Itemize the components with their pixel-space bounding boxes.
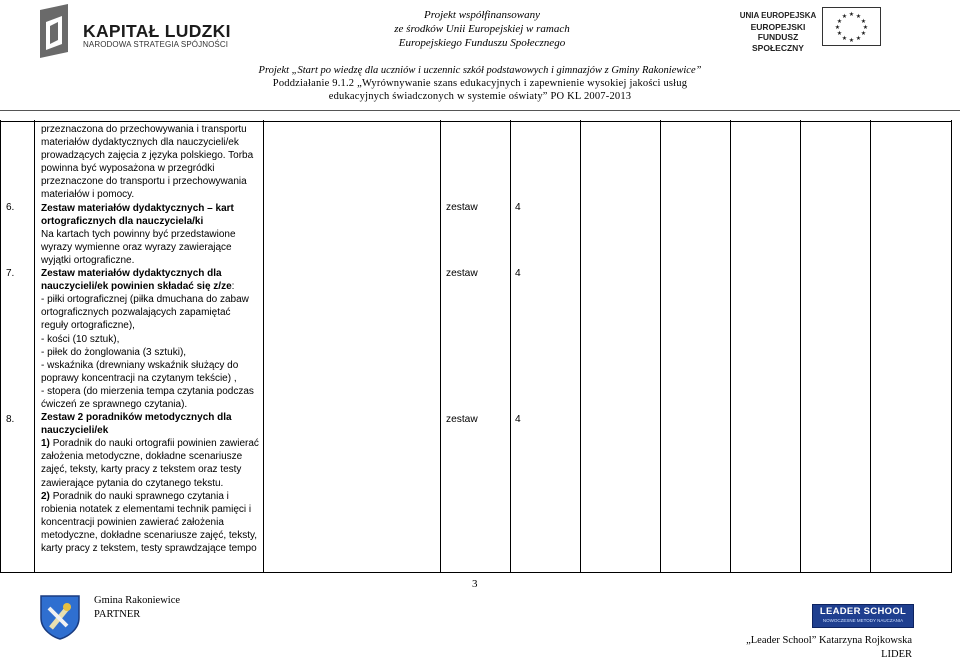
col-border [730, 120, 731, 573]
quantity-cell: 4 [515, 414, 521, 425]
leader-info [746, 634, 912, 662]
svg-text:★: ★ [860, 30, 867, 37]
col-border [951, 120, 952, 573]
col-border [263, 120, 264, 573]
col-border [34, 120, 35, 573]
page-number: 3 [472, 578, 478, 590]
unit-cell: zestaw [446, 414, 478, 425]
list-item: - piłki ortograficznej (piłka dmuchana do zabaw ortograficznych pozwalających zapamiętać reguły ortograficzne), [41, 294, 249, 332]
project-info [200, 64, 760, 103]
description-column: przeznaczona do przechowywania i transportu materiałów dydaktycznych dla nauczycieli/ek prowadzących zajęcia z języka polskiego. Torba powinna być wyposażona w przegródki przeznaczone do transportu i przechowywania materiałów i pomocy. Zestaw materiałów dydaktycznych – kart ortograficznych dla nauczyciela/ki Na kartach tych powinny być przedstawione wyrazy wymienne oraz wyrazy zawierające wyjątki ortograficzne. Zestaw materiałów dydaktycznych dla nauczycieli/ek powinien składać się z/ze: - piłki ortograficznej (piłka dmuchana do zabaw ortograficznych pozwalających zapamiętać reguły ortograficzne), - kości (10 sztuk), - piłek do żonglowania (3 sztuki), - wskaźnika (drewniany wskaźnik służący do poprawy koncentracji na czytanym tekście) , - stopera (do mierzenia tempa czytania podczas ćwiczeń ze sprawnego czytania). Zestaw 2 poradników metodycznych dla nauczycieli/ek 1) Poradnik do nauki ortografii powinien zawierać założenia metodyczne, dokładne scenariusze zajęć, teksty, karty pracy z tekstem oraz testy zawierające pytania do czytanego tekstu. 2) Poradnik do nauki sprawnego czytania i robienia notatek z elementami technik pamięci i koncentracji powinien zawierać założenia metodyczne, dokładne scenariusze zajęć, teksty, karty pracy z tekstem, testy sprawdzające tempo [41, 124, 259, 554]
list-item: - piłek do żonglowania (3 sztuki), [41, 346, 187, 358]
partner-name: Gmina Rakoniewice [94, 595, 181, 606]
svg-text:★: ★ [855, 35, 862, 42]
svg-text:★: ★ [836, 18, 843, 25]
row-title: Zestaw 2 poradników metodycznych dla nauczycieli/ek [41, 412, 232, 437]
col-border [870, 120, 871, 573]
gmina-crest-icon [37, 594, 83, 640]
continuation-text: przeznaczona do przechowywania i transportu materiałów dydaktycznych dla nauczycieli/ek prowadzących zajęcia z języka polskiego. Torba powinna być wyposażona w przegródki przeznaczone do transportu i przechowywania materiałów i pomocy. [41, 124, 254, 201]
svg-text:★: ★ [848, 37, 855, 44]
svg-text:★: ★ [848, 11, 855, 18]
guide-desc-2: Poradnik do nauki sprawnego czytania i robienia notatek z elementami technik pamięci i koncentracji powinien zawierać założenia metodyczne, dokładne scenariusze zajęć, teksty, karty pracy z tekstem, testy sprawdzające tempo [41, 490, 258, 554]
partner-info [94, 594, 180, 622]
project-title: Projekt „Start po wiedzę dla uczniów i uczennic szkół podstawowych i gimnazjów z Gminy Rakoniewice” [258, 65, 702, 76]
svg-text:★: ★ [841, 35, 848, 42]
list-item: - kości (10 sztuk), [41, 333, 120, 345]
list-item: - stopera (do mierzenia tempa czytania podczas ćwiczeń ze sprawnego czytania). [41, 385, 254, 410]
cofinance-note: Projekt współfinansowany ze środków Unii Europejskiej w ramach Europejskiego Funduszu Społecznego [394, 9, 570, 49]
svg-text:★: ★ [834, 24, 841, 31]
project-subaction: Poddziałanie 9.1.2 „Wyrównywanie szans edukacyjnych i zapewnienie wysokiej jakości usług [272, 78, 688, 89]
unit-cell: zestaw [446, 268, 478, 279]
quantity-cell: 4 [515, 268, 521, 279]
row-number: 6. [6, 202, 15, 213]
kapital-ludzki-title: KAPITAŁ LUDZKI [83, 21, 231, 41]
kapital-ludzki-subtitle: NARODOWA STRATEGIA SPÓJNOŚCI [83, 40, 229, 49]
kapital-ludzki-logo-icon [38, 4, 70, 58]
row-number: 7. [6, 268, 15, 279]
leader-role: LIDER [881, 649, 912, 660]
svg-text:★: ★ [862, 24, 869, 31]
col-border [510, 120, 511, 573]
table-top-border [0, 121, 952, 122]
table-bottom-border [0, 572, 952, 573]
row-title: Zestaw materiałów dydaktycznych dla nauczycieli/ek powinien składać się z/ze [41, 268, 232, 293]
partner-role: PARTNER [94, 609, 141, 620]
col-border [580, 120, 581, 573]
row-number: 8. [6, 414, 15, 425]
guide-desc-1: Poradnik do nauki ortografii powinien zawierać założenia metodyczne, dokładne scenariusze zajęć, teksty, karty pracy z tekstem oraz testy zawierające pytania do czytanego tekstu. [41, 438, 259, 489]
unit-cell: zestaw [446, 202, 478, 213]
project-subaction-cont: edukacyjnych świadczonych w systemie oświaty” PO KL 2007-2013 [328, 91, 632, 102]
col-border [660, 120, 661, 573]
eu-fund-label: UNIA EUROPEJSKA EUROPEJSKI FUNDUSZ SPOŁECZNY [739, 11, 817, 53]
col-border [0, 120, 1, 573]
col-border [440, 120, 441, 573]
svg-text:★: ★ [860, 18, 867, 25]
svg-text:★: ★ [855, 13, 862, 20]
svg-text:★: ★ [841, 13, 848, 20]
row-body: Na kartach tych powinny być przedstawione wyrazy wymienne oraz wyrazy zawierające wyjątki ortograficzne. [41, 228, 236, 266]
leader-school-logo: LEADER SCHOOL NOWOCZESNE METODY NAUCZANIA [812, 604, 914, 628]
header-divider [0, 110, 960, 111]
quantity-cell: 4 [515, 202, 521, 213]
col-border [800, 120, 801, 573]
row-title: Zestaw materiałów dydaktycznych – kart ortograficznych dla nauczyciela/ki [41, 202, 234, 227]
leader-name: „Leader School” Katarzyna Rojkowska [746, 635, 912, 646]
list-item: - wskaźnika (drewniany wskaźnik służący do poprawy koncentracji na czytanym tekście) , [41, 359, 239, 384]
svg-text:★: ★ [836, 30, 843, 37]
eu-flag-icon [822, 7, 881, 46]
